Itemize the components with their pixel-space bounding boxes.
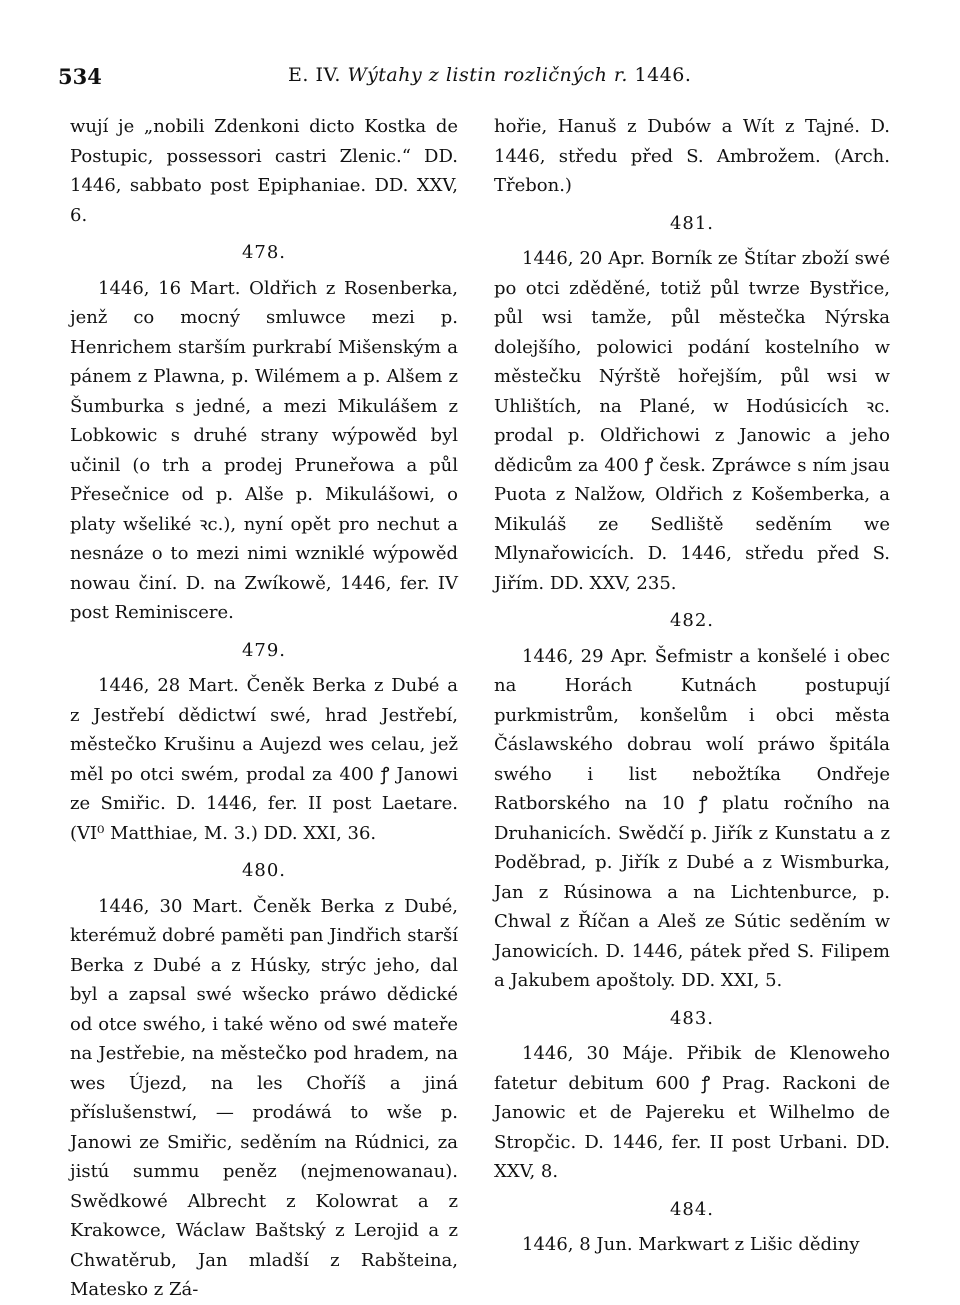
entry-text: 1446, 29 Apr. Šefmistr a konšelé i obec na Horách Kutnách postupují purkmistrům, konšelům i obci města Čáslawského dobrau wolí práwo špitála swého i list nebožtíka Ondřeje Ratborského na 10 ꝭ platu ročního na Druhanicích. Swědčí p. Jiřík z Kunstatu a z Poděbrad, p. Jiřík z Dubé a z Wismburka, Jan z Rúsinowa a na Lichtenburce, p. Chwal z Říčan a Aleš ze Sútic seděním w Janowicích. D. 1446, pátek před S. Filipem a Jakubem apoštoly. DD. XXI, 5. — [494, 645, 890, 991]
section-label: E. IV. — [288, 64, 341, 86]
entry-text: 1446, 8 Jun. Markwart z Lišic dědiny — [522, 1234, 860, 1255]
entry-text: 1446, 30 Mart. Čeněk Berka z Dubé, kterémuž dobré paměti pan Jindřich starší Berka z Dubé a z Húsky, strýc jeho, dal byl a zapsal swé wšecko práwo dědické od otce swého, i také wěno od swé mateře na Jestřebie, na městečko pod hradem, na wes Újezd, na les Choříš a jiná příslušenstwí, — prodáwá to wše p. Janowi ze Smiřic, seděním na Rúdnici, za jistú summu peněz (nejmenowanau). Swědkowé Albrecht z Kolowrat a z Krakowce, Wáclaw Baštský z Lerojid a z Chwatěrub, Jan mladší z Rabšteina, Matesko z Zá- — [70, 895, 458, 1300]
entry-number: 480. — [241, 860, 287, 881]
continuation-text: hořie, Hanuš z Dubów a Wít z Tajné. D. 1446, středu před S. Ambrožem. (Arch. Třebon.) — [494, 116, 890, 196]
page-number: 534 — [58, 64, 102, 89]
entry-number: 479. — [241, 639, 287, 661]
entry-number: 478. — [241, 242, 287, 263]
running-year: 1446. — [634, 64, 692, 86]
entry-number: 482. — [669, 610, 715, 631]
left-column — [70, 112, 458, 1305]
entry-text: 1446, 30 Máje. Přibik de Klenoweho fatetur debitum 600 ꝭ Prag. Rackoni de Janowic et de Pajereku et Wilhelmo de Stropčic. D. 1446, fer. II post Urbani. DD. XXV, 8. — [494, 1043, 890, 1182]
entry-number: 484. — [669, 1198, 715, 1220]
running-title: Wýtahy z listin rozličných r. — [347, 64, 628, 86]
entry-number: 481. — [669, 212, 715, 234]
entry-text: 1446, 16 Mart. Oldřich z Rosenberka, jenž co mocný smluwce mezi p. Henrichem starším purkrabí Mišenským a pánem z Plawna, p. Wilémem a p. Alšem z Šumburka s jedné, a mezi Mikulášem z Lobkowic s druhé strany wýpowěd byl učinil (o trh a prodej Pruneřowa a půl Přesečnice od p. Alše p. Mikulášowi, o platy wšeliké ꝛc.), nyní opět pro nechut a nesnáze o to mezi nimi wzniklé wýpowěd nowau činí. D. na Zwíkowě, 1446, fer. IV post Reminiscere. — [70, 277, 458, 623]
right-column — [494, 112, 890, 1260]
running-head — [288, 64, 691, 86]
page-header — [58, 64, 908, 94]
entry-text: 1446, 28 Mart. Čeněk Berka z Dubé a z Jestřebí dědictwí swé, hrad Jestřebí, městečko Krušinu a Aujezd wes celau, jež měl po otci swém, prodal za 400 ꝭ Janowi ze Smiřic. D. 1446, fer. II post Laetare. (VI⁰ Matthiae, M. 3.) DD. XXI, 36. — [70, 675, 458, 844]
continuation-text: wují je „nobili Zdenkoni dicto Kostka de Postupic, possessori castri Zlenic.“ DD. 1446, sabbato post Epiphaniae. DD. XXV, 6. — [70, 116, 458, 226]
entry-text: 1446, 20 Apr. Borník ze Štítar zboží swé po otci zděděné, totiž půl twrze Bystřice, půl wsi tamže, půl městečka Nýrska dolejšího, polowici podání kostelního w městečku Nýrště hořejším, půl wsi w Uhlištích, na Plané, w Hodúsicích ꝛc. prodal p. Oldřichowi z Janowic a jeho dědicům za 400 ꝭ česk. Zpráwce s ním jsau Puota z Nalžow, Oldřich z Košemberka, a Mikuláš ze Sedliště seděním we Mlynařowicích. D. 1446, středu před S. Jiřím. DD. XXV, 235. — [494, 248, 890, 594]
entry-number: 483. — [669, 1007, 715, 1029]
